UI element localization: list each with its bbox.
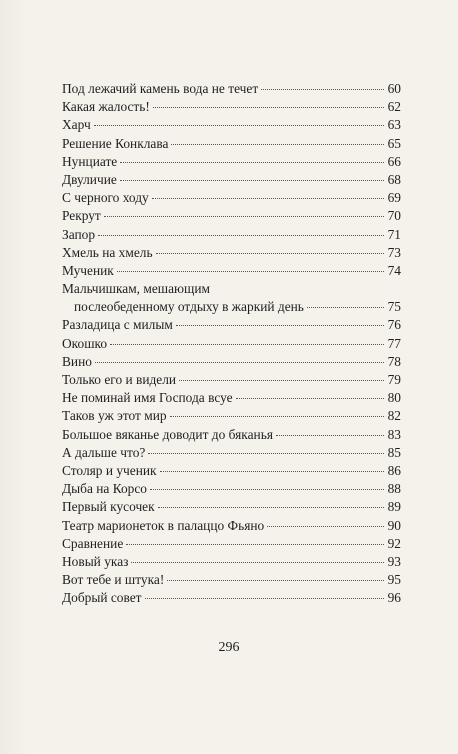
toc-entry: [62, 262, 401, 280]
toc-entry-page: 75: [387, 299, 401, 315]
toc-entry-title: Сравнение: [62, 535, 124, 551]
toc-leader-dots: [236, 398, 384, 399]
toc-entry: [62, 80, 401, 98]
toc-entry-page: 86: [387, 462, 401, 478]
toc-entry: [62, 571, 401, 589]
toc-entry-page: 80: [387, 390, 401, 406]
toc-leader-dots: [120, 180, 384, 181]
toc-entry: [62, 498, 401, 516]
toc-entry: [62, 244, 401, 262]
toc-entry-page: 74: [387, 262, 401, 278]
toc-entry-title: Разладица с милым: [62, 317, 173, 333]
toc-entry-page: 93: [387, 553, 401, 569]
toc-entry-title: Большое вяканье доводит до бяканья: [62, 426, 273, 442]
toc-entry-title: Не поминай имя Господа всуе: [62, 390, 233, 406]
toc-leader-dots: [120, 162, 384, 163]
toc-entry: [62, 98, 401, 116]
toc-entry: [62, 207, 401, 225]
toc-entry-page: 63: [387, 117, 401, 133]
toc-leader-dots: [307, 307, 384, 308]
toc-entry-page: 82: [387, 408, 401, 424]
toc-leader-dots: [94, 125, 384, 126]
toc-leader-dots: [110, 344, 384, 345]
toc-entry: [62, 189, 401, 207]
toc-leader-dots: [160, 471, 384, 472]
toc-entry: [62, 407, 401, 425]
toc-leader-dots: [104, 216, 384, 217]
toc-entry-page: 79: [387, 372, 401, 387]
toc-entry-title: Харч: [62, 117, 91, 133]
toc-entry: [62, 226, 401, 244]
toc-entry: [62, 116, 401, 134]
toc-entry-page: 77: [387, 335, 401, 351]
toc-entry-title: Новый указ: [62, 553, 129, 569]
toc-leader-dots: [150, 489, 384, 490]
toc-leader-dots: [152, 198, 384, 199]
toc-entry-title: Вот тебе и штука!: [62, 572, 165, 588]
toc-entry-continued: [62, 280, 401, 298]
toc-leader-dots: [95, 362, 384, 363]
toc-entry-page: 78: [387, 353, 401, 369]
toc-entry-page: 66: [387, 153, 401, 169]
toc-entry-title: Нунциате: [62, 153, 118, 169]
toc-leader-dots: [156, 253, 384, 254]
toc-leader-dots: [170, 416, 384, 417]
toc-entry: [62, 135, 401, 153]
toc-leader-dots: [126, 544, 384, 545]
toc-entry-title: Театр марионеток в палаццо Фьяно: [62, 517, 265, 533]
toc-entry-page: 71: [387, 226, 401, 242]
toc-entry: [62, 171, 401, 189]
toc-entry: [62, 553, 401, 571]
toc-entry-page: 73: [387, 244, 401, 260]
toc-entry-page: 90: [387, 517, 401, 533]
toc-entry-title: Мальчишкам, мешающим: [62, 281, 210, 297]
toc-entry-title: Добрый совет: [62, 590, 142, 606]
toc-leader-dots: [145, 598, 384, 599]
toc-leader-dots: [176, 325, 384, 326]
toc-entry: [62, 444, 401, 462]
toc-entry-title: Запор: [62, 226, 96, 242]
table-of-contents: [62, 80, 401, 607]
toc-entry-page: 68: [387, 171, 401, 187]
toc-leader-dots: [131, 562, 384, 563]
toc-entry: [62, 517, 401, 535]
toc-entry: [62, 371, 401, 389]
toc-entry-title: послеобеденному отдыху в жаркий день: [74, 299, 304, 315]
toc-entry-page: 70: [387, 208, 401, 224]
toc-entry: [62, 298, 401, 316]
toc-entry-title: Дыба на Корсо: [62, 481, 147, 497]
toc-leader-dots: [153, 107, 384, 108]
toc-entry-title: Вино: [62, 353, 92, 369]
toc-entry-title: Рекрут: [62, 208, 101, 224]
toc-entry-title: Решение Конклава: [62, 135, 169, 151]
toc-entry-title: Хмель на хмель: [62, 244, 153, 260]
toc-leader-dots: [117, 271, 384, 272]
toc-leader-dots: [179, 380, 384, 381]
toc-leader-dots: [261, 89, 384, 90]
toc-entry: [62, 426, 401, 444]
toc-entry-title: С черного ходу: [62, 190, 149, 206]
toc-leader-dots: [158, 507, 384, 508]
toc-entry: [62, 462, 401, 480]
toc-entry-title: Только его и видели: [62, 372, 177, 387]
toc-entry-title: Под лежачий камень вода не течет: [62, 81, 259, 96]
toc-entry-page: 88: [387, 481, 401, 497]
toc-entry-title: Окошко: [62, 335, 108, 351]
toc-entry: [62, 153, 401, 171]
toc-entry-page: 92: [387, 535, 401, 551]
toc-entry-title: Таков уж этот мир: [62, 408, 167, 424]
toc-entry-page: 96: [387, 590, 401, 606]
toc-entry-title: Первый кусочек: [62, 499, 155, 515]
toc-entry-page: 85: [387, 444, 401, 460]
toc-leader-dots: [267, 526, 384, 527]
toc-leader-dots: [148, 453, 384, 454]
toc-leader-dots: [98, 235, 384, 236]
toc-entry-page: 89: [387, 499, 401, 515]
toc-leader-dots: [171, 144, 384, 145]
toc-entry-page: 83: [387, 426, 401, 442]
toc-entry-page: 60: [387, 81, 401, 96]
toc-entry: [62, 335, 401, 353]
toc-entry: [62, 535, 401, 553]
toc-entry: [62, 316, 401, 334]
page-number: 296: [218, 640, 240, 655]
toc-entry-page: 76: [387, 317, 401, 333]
toc-entry-page: 65: [387, 135, 401, 151]
toc-entry-title: Столяр и ученик: [62, 462, 157, 478]
toc-entry: [62, 353, 401, 371]
toc-entry-title: А дальше что?: [62, 444, 146, 460]
toc-entry-title: Какая жалость!: [62, 99, 150, 115]
toc-leader-dots: [276, 435, 384, 436]
toc-entry-page: 69: [387, 190, 401, 206]
toc-entry-page: 95: [387, 572, 401, 588]
toc-entry: [62, 589, 401, 607]
toc-entry-title: Двуличие: [62, 171, 117, 187]
toc-entry: [62, 389, 401, 407]
toc-leader-dots: [167, 580, 384, 581]
toc-entry: [62, 480, 401, 498]
toc-entry-page: 62: [387, 99, 401, 115]
toc-entry-title: Мученик: [62, 262, 114, 278]
